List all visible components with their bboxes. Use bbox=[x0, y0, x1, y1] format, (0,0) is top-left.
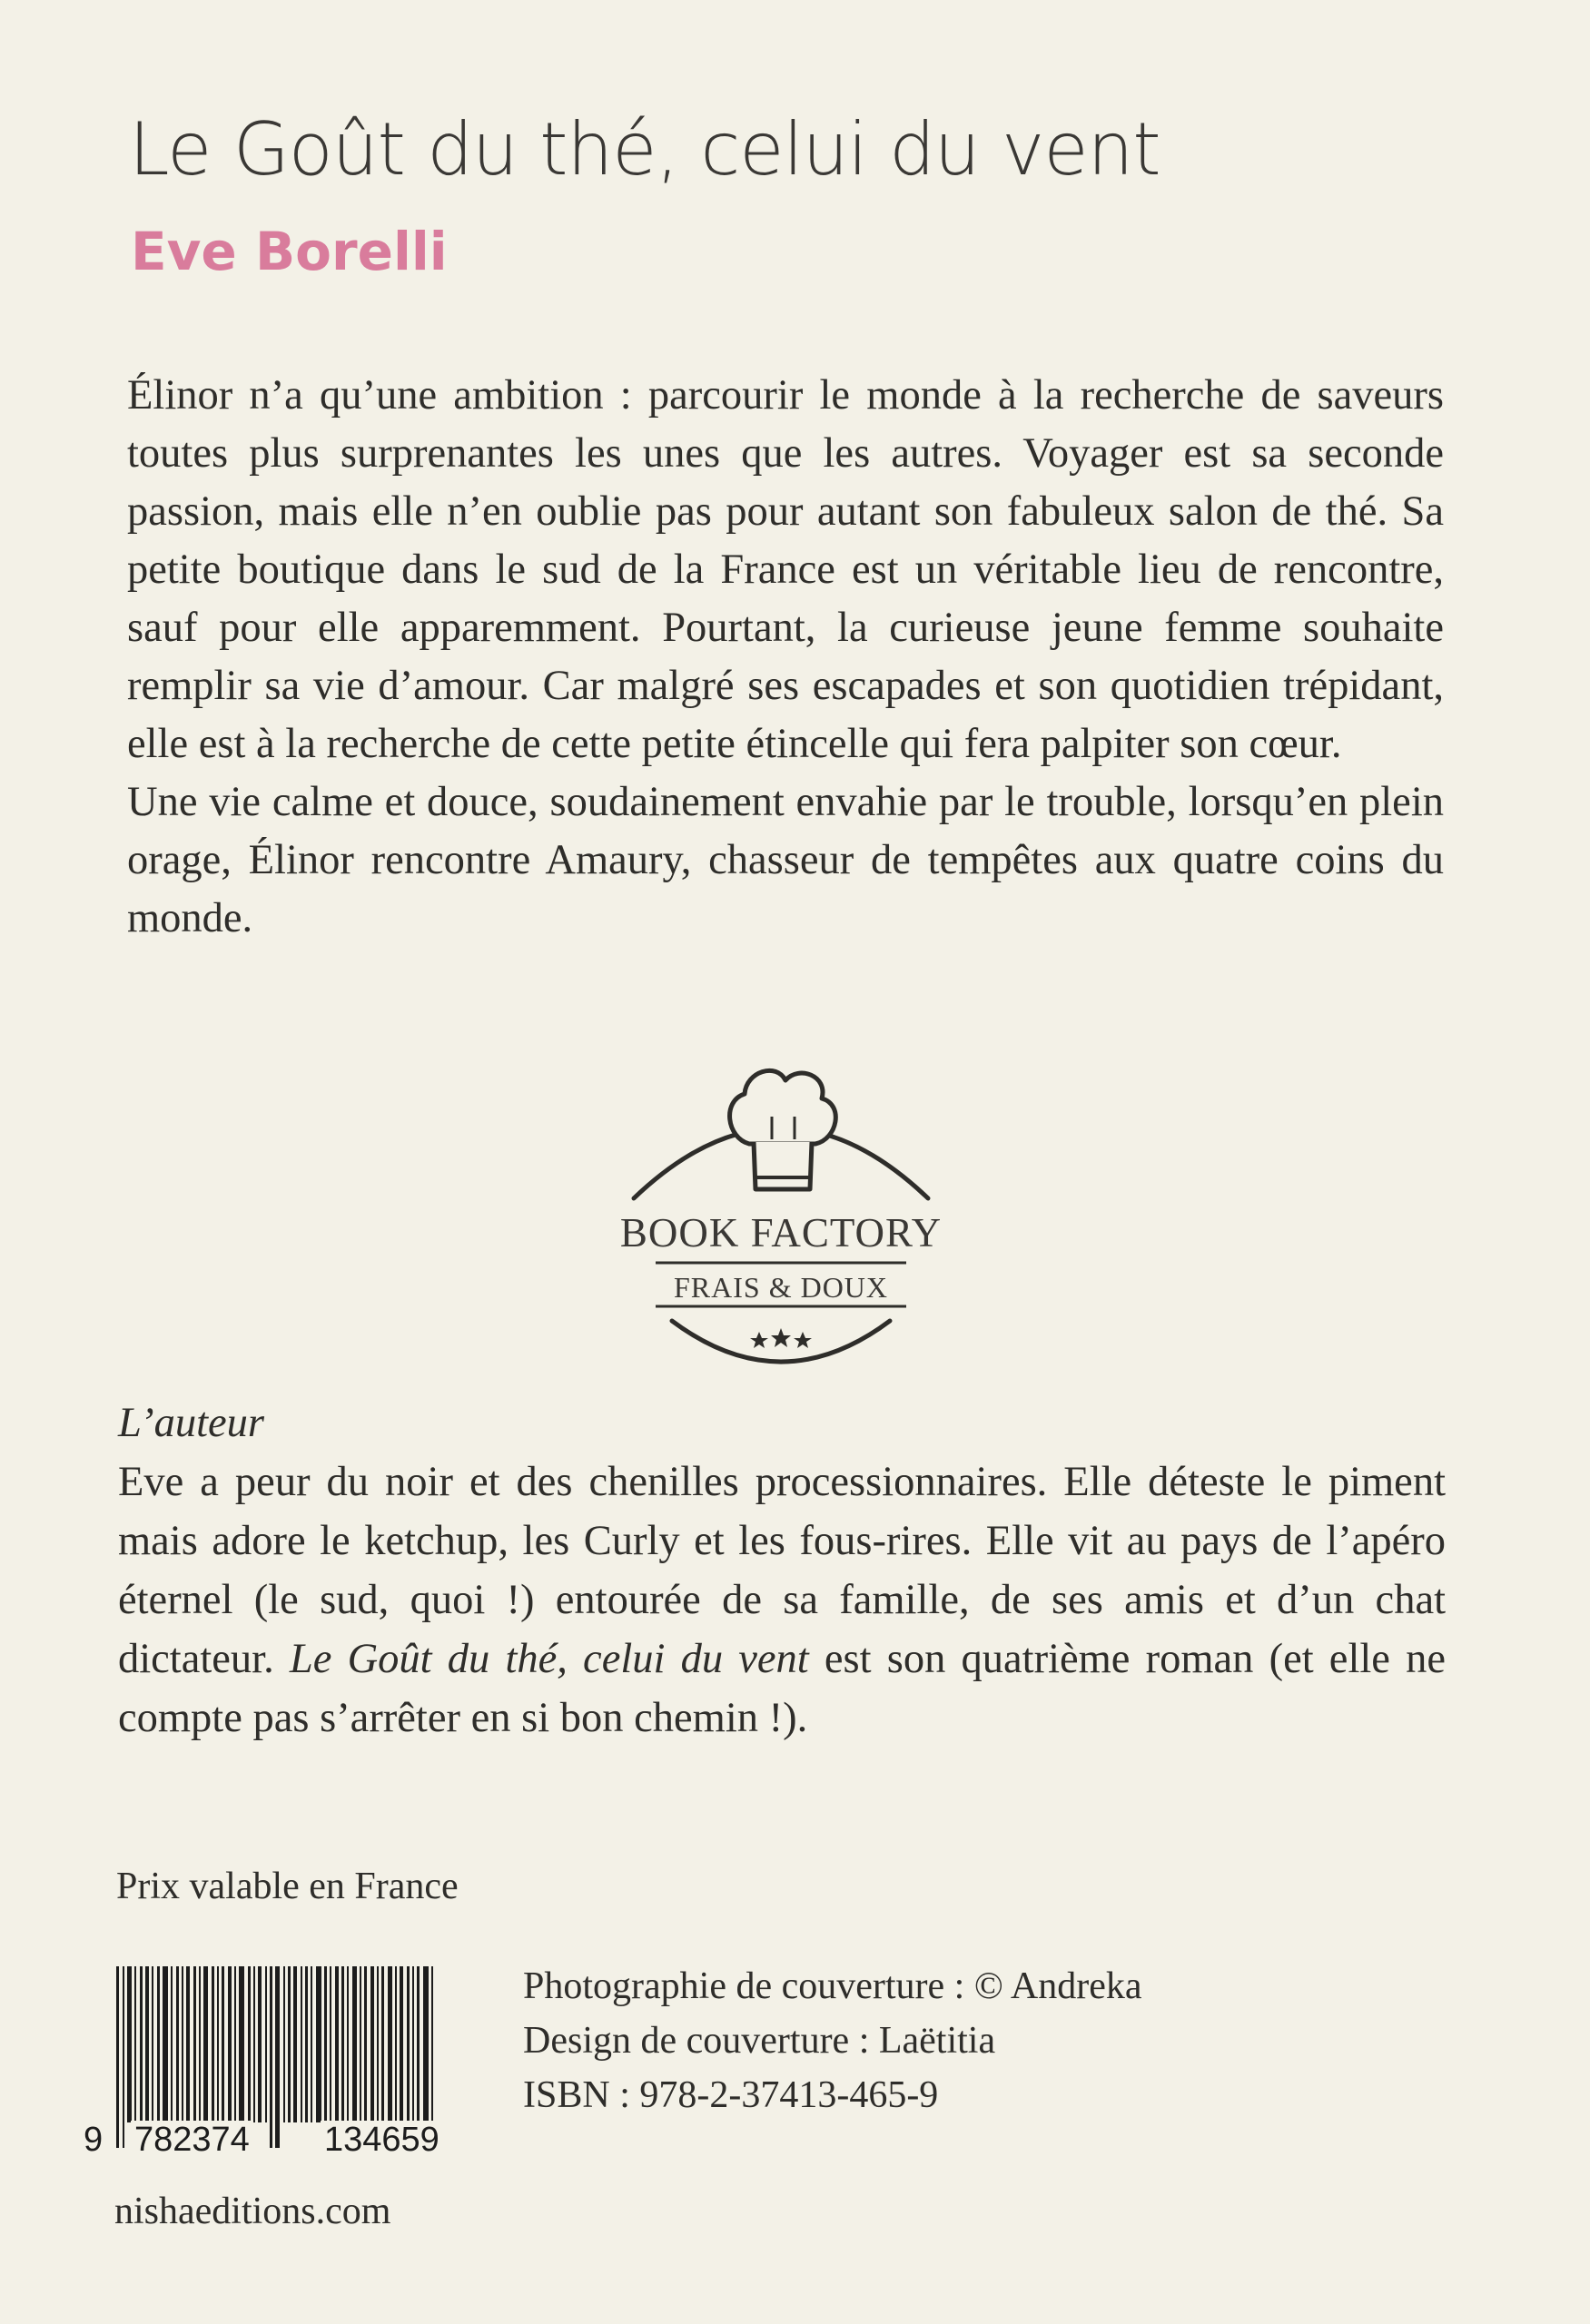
barcode-bar bbox=[412, 1966, 414, 2122]
barcode-bar bbox=[217, 1966, 219, 2122]
barcode-bar bbox=[176, 1966, 179, 2122]
about-author bbox=[118, 1393, 1446, 1748]
barcode-bar bbox=[222, 1966, 224, 2122]
publisher-tagline: FRAIS & DOUX bbox=[673, 1271, 889, 1304]
barcode-group-right: 134659 bbox=[321, 2121, 443, 2160]
about-heading: L’auteur bbox=[118, 1400, 265, 1446]
barcode-bar bbox=[388, 1966, 392, 2122]
blurb-paragraph: Une vie calme et douce, soudainement envahie par le trouble, lorsqu’en plein orage, Élinor rencontre Amaury, chasseur de tempêtes aux quatre coins du monde. bbox=[127, 779, 1444, 941]
photo-credit: Photographie de couverture : © Andreka bbox=[523, 1965, 1142, 2007]
barcode-bar bbox=[212, 1966, 214, 2122]
barcode-bar bbox=[275, 1966, 280, 2148]
publisher-name: BOOK FACTORY bbox=[619, 1210, 943, 1256]
barcode-bar bbox=[305, 1966, 308, 2122]
barcode-bar bbox=[199, 1966, 201, 2122]
barcode-bar bbox=[203, 1966, 208, 2122]
barcode-digit-first: 9 bbox=[80, 2121, 106, 2160]
barcode-bar bbox=[395, 1966, 397, 2122]
barcode-bar bbox=[400, 1966, 403, 2122]
barcode-bar bbox=[324, 1966, 327, 2122]
barcode-bar bbox=[364, 1966, 367, 2122]
barcode-bar bbox=[347, 1966, 349, 2122]
blurb-paragraph: Élinor n’a qu’une ambition : parcourir le monde à la recherche de saveurs toutes plus surprenantes les unes que les autres. Voyager est sa seconde passion, mais elle n’en oublie pas pour autant son fabuleux salon de thé. Sa petite boutique dans le sud de la France est un véritable lieu de rencontre, sauf pour elle apparemment. Pourtant, la curieuse jeune femme souhaite remplir sa vie d’amour. Car malgré ses escapades et son quotidien trépidant, elle est à la recherche de cette petite étincelle qui fera palpiter son cœur. bbox=[127, 372, 1444, 767]
barcode-bar bbox=[407, 1966, 410, 2122]
barcode-bar bbox=[186, 1966, 190, 2122]
blurb bbox=[127, 367, 1444, 948]
about-text-part: Eve a peur du noir et des chenilles processionnaires. Elle déteste le piment mais adore le ketchup, les Curly et les fous-rires. Elle vit au pays de l’apéro éternel (le sud, quoi !) entourée de sa famille, de ses amis et d’un chat dictateur. bbox=[118, 1459, 1446, 1682]
barcode-bar bbox=[283, 1966, 285, 2122]
barcode-bar bbox=[234, 1966, 236, 2122]
barcode-bar bbox=[288, 1966, 291, 2122]
barcode-bar bbox=[330, 1966, 331, 2122]
barcode-bar bbox=[157, 1966, 160, 2122]
barcode-bar bbox=[163, 1966, 168, 2122]
barcode-bar bbox=[352, 1966, 357, 2122]
barcode-bar bbox=[123, 1966, 124, 2148]
barcode-bar bbox=[171, 1966, 173, 2122]
design-credit: Design de couverture : Laëtitia bbox=[523, 2020, 996, 2062]
barcode bbox=[80, 1966, 470, 2166]
barcode-bar bbox=[265, 1966, 267, 2122]
barcode-bar bbox=[258, 1966, 262, 2122]
author-name: Eve Borelli bbox=[131, 221, 448, 282]
barcode-bar bbox=[341, 1966, 344, 2122]
barcode-bar bbox=[301, 1966, 302, 2122]
barcode-bar bbox=[193, 1966, 196, 2122]
barcode-group-left: 782374 bbox=[131, 2121, 253, 2160]
barcode-bar bbox=[182, 1966, 183, 2122]
about-text-part: est son quatrième roman (et elle ne compte pas s’arrêter en si bon chemin !). bbox=[118, 1636, 1446, 1741]
credits bbox=[523, 1959, 1142, 2122]
price-note: Prix valable en France bbox=[116, 1866, 459, 1907]
barcode-bar bbox=[293, 1966, 297, 2122]
barcode-bar bbox=[377, 1966, 379, 2122]
barcode-bar bbox=[335, 1966, 339, 2122]
book-title: Le Goût du thé, celui du vent bbox=[129, 107, 1160, 192]
website-link[interactable]: nishaeditions.com bbox=[114, 2191, 391, 2232]
barcode-bar bbox=[228, 1966, 232, 2122]
barcode-bar bbox=[381, 1966, 384, 2122]
barcode-bar bbox=[360, 1966, 361, 2122]
barcode-bar bbox=[127, 1966, 132, 2122]
barcode-bar bbox=[311, 1966, 312, 2122]
about-book-title: Le Goût du thé, celui du vent bbox=[289, 1636, 809, 1682]
about-text bbox=[118, 1452, 1446, 1748]
barcode-bar bbox=[370, 1966, 374, 2122]
isbn: ISBN : 978-2-37413-465-9 bbox=[523, 2074, 939, 2116]
barcode-bar bbox=[248, 1966, 251, 2122]
publisher-logo bbox=[599, 1039, 963, 1384]
barcode-bar bbox=[270, 1966, 272, 2148]
barcode-bar bbox=[116, 1966, 119, 2148]
barcode-bar bbox=[417, 1966, 420, 2122]
barcode-bar bbox=[134, 1966, 136, 2122]
barcode-bar bbox=[145, 1966, 149, 2122]
barcode-bar bbox=[253, 1966, 255, 2122]
barcode-bar bbox=[140, 1966, 143, 2122]
barcode-bar bbox=[152, 1966, 153, 2122]
barcode-bar bbox=[239, 1966, 244, 2122]
barcode-bar bbox=[316, 1966, 321, 2122]
